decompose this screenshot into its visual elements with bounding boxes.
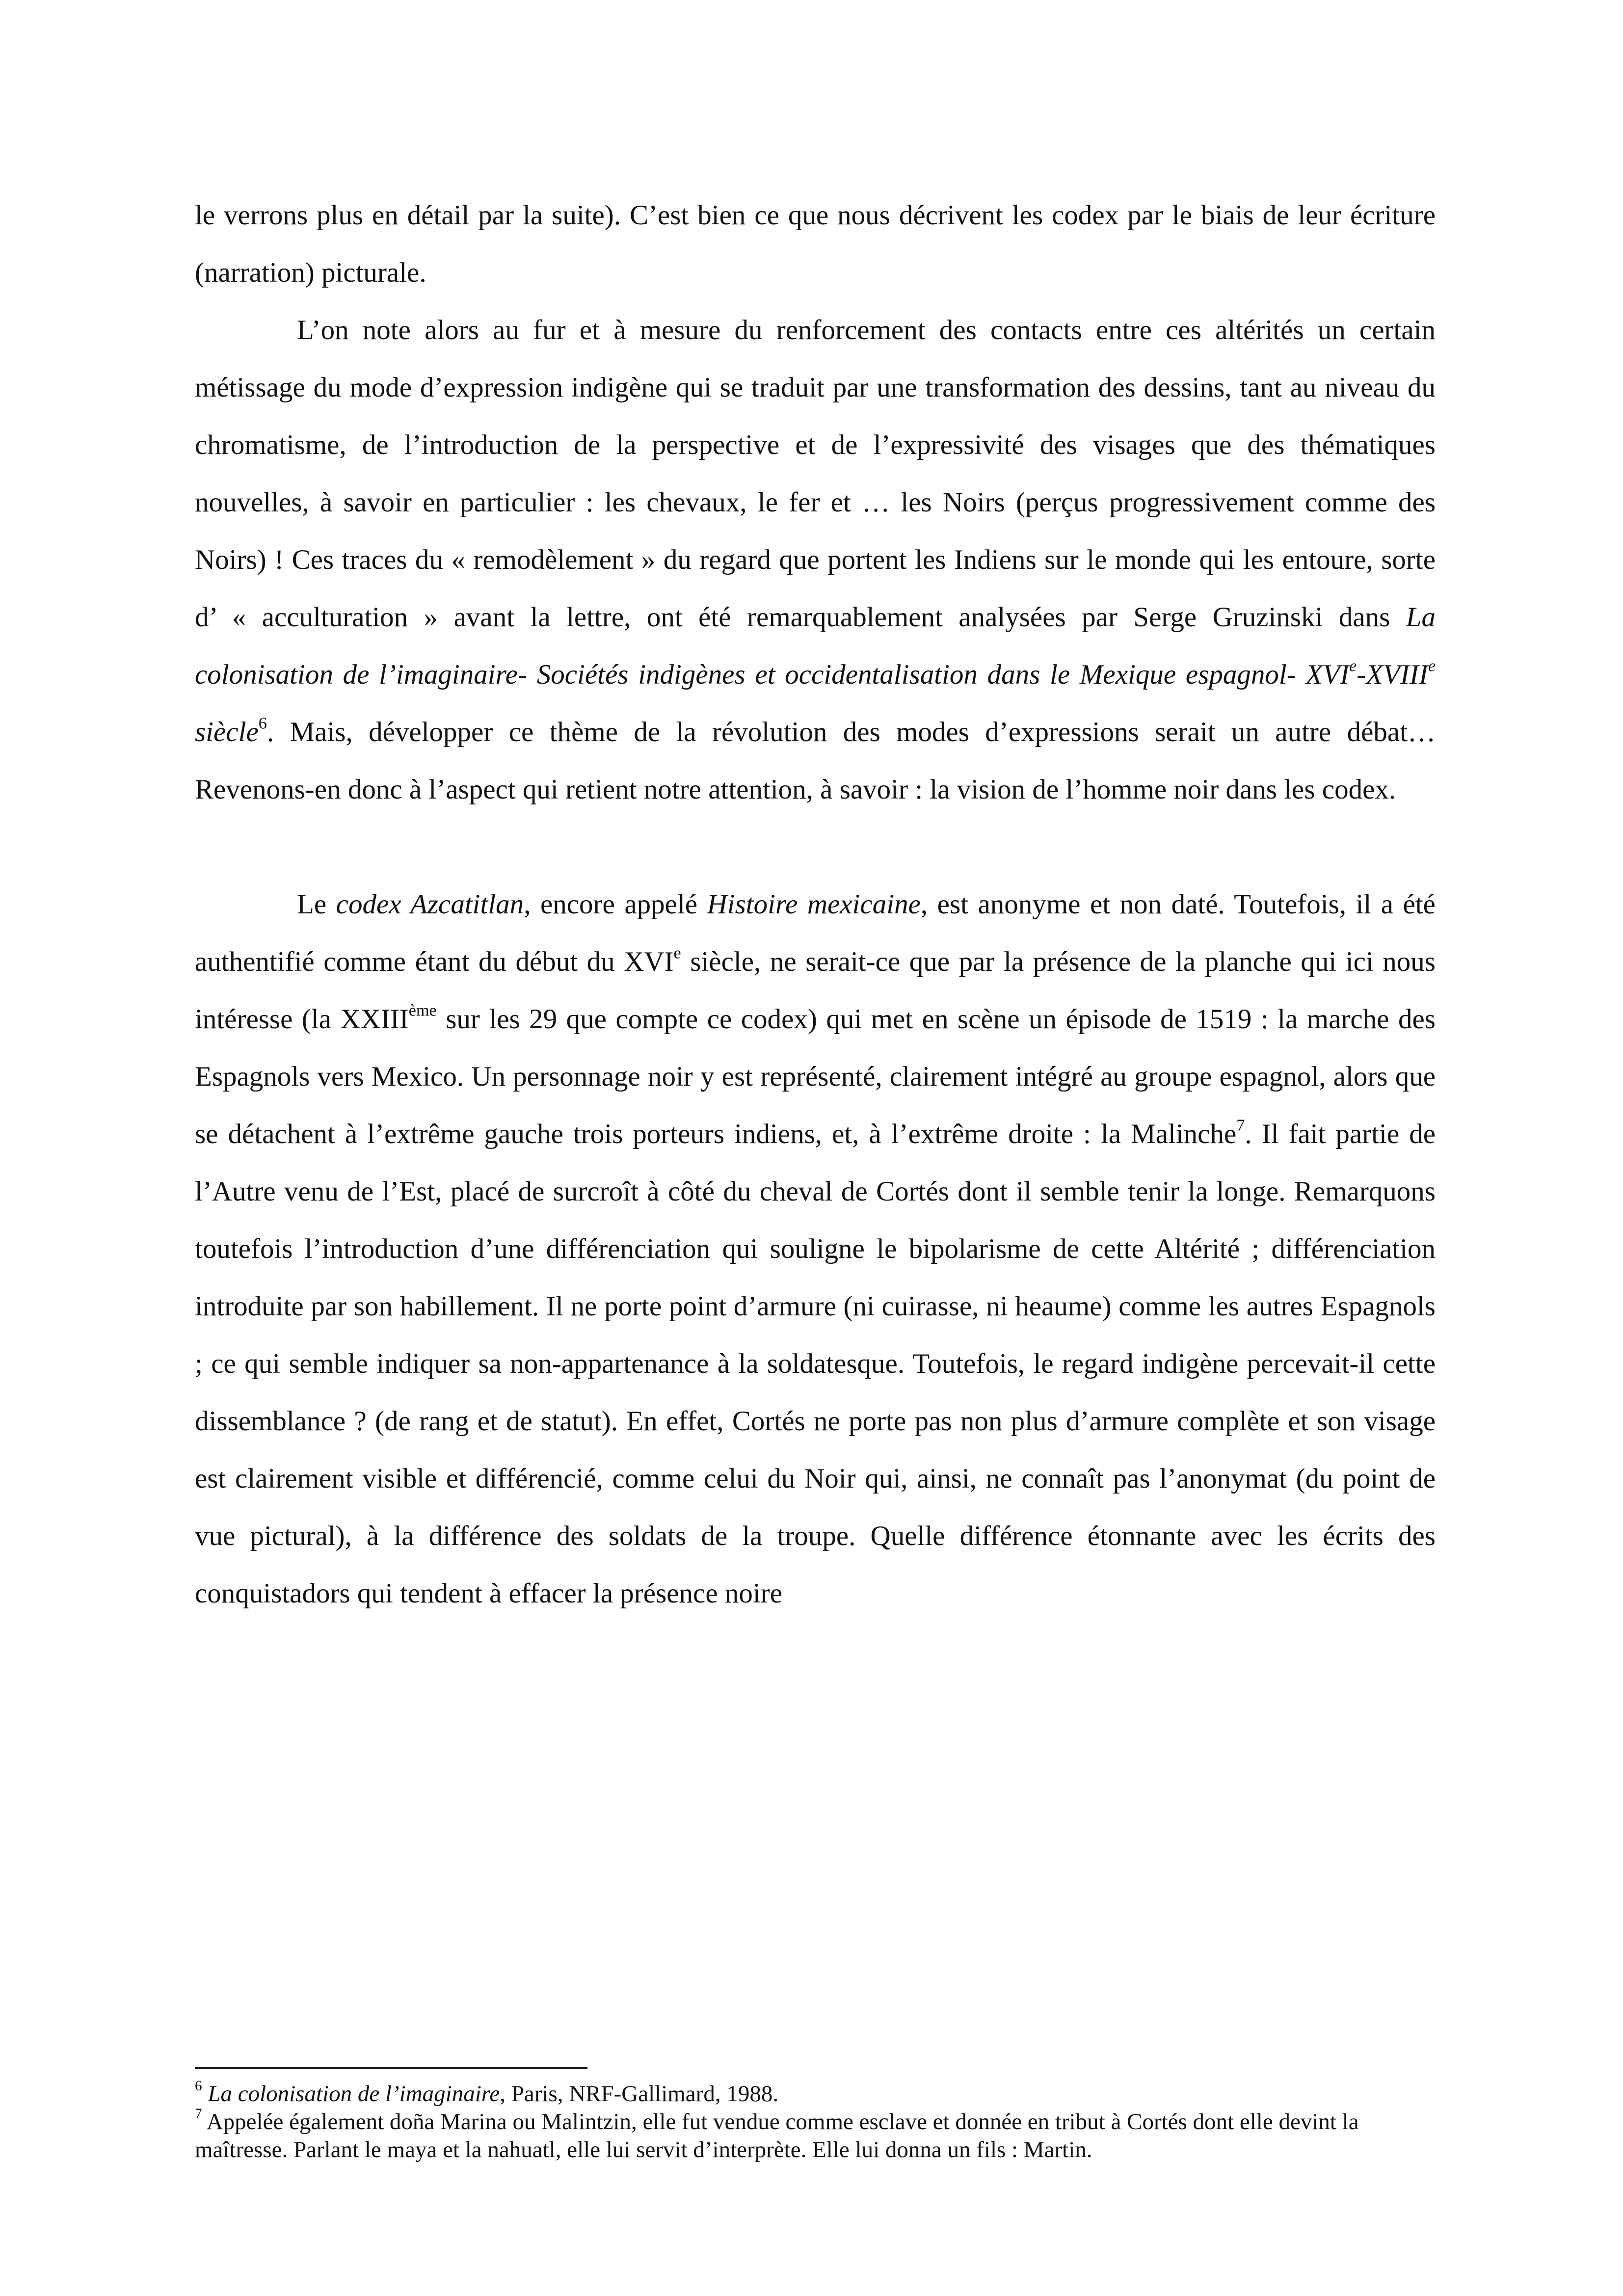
paragraph-gap [195,818,1436,876]
text-run: Appelée également doña Marina ou Malintzin, elle fut vendue comme esclave et donnée en tribut à Cortés dont elle devint la maîtresse. Parlant le maya et la nahuatl, elle lui servit d’interprète. Elle lui donna un fils : Martin. [195,2109,1359,2163]
italic-text: codex Azcatitlan [336,889,524,920]
italic-text: Histoire mexicaine [707,889,921,920]
text-run: , encore appelé [524,889,707,920]
superscript: e [673,944,681,962]
text-run: , est anonyme et non daté. Toutefois, il a été authentifié comme étant du début du XVI [195,889,1436,977]
paragraph-codex-azcatitlan [195,876,1436,1622]
superscript: e [1428,657,1436,675]
text-run: L’on note alors au fur et à mesure du renforcement des contacts entre ces altérités un certain métissage du mode d’expression indigène qui se traduit par une transformation des dessins, tant au niveau du chromatisme, de l’introduction de la perspective et de l’expressivité des visages que des thématiques nouvelles, à savoir en particulier : les chevaux, le fer et … les Noirs (perçus progressivement comme des Noirs) ! Ces traces du « remodèlement » du regard que portent les Indiens sur le monde qui les entoure, sorte d’ « acculturation » avant la lettre, ont été remarquablement analysées par Serge Gruzinski dans [195,315,1436,633]
footnotes [195,2080,1436,2164]
footnote-7 [195,2108,1436,2164]
footnote-number: 6 [195,2078,202,2094]
italic-text: La colonisation de l’imaginaire- Sociétés indigènes et occidentalisation dans le Mexique espagnol- XVI [195,602,1436,690]
text-run: . Il fait partie de l’Autre venu de l’Est, placé de surcroît à côté du cheval de Cortés dont il semble tenir la longe. Remarquons toutefois l’introduction d’une différenciation qui souligne le bipolarisme de cette Altérité ; différenciation introduite par son habillement. Il ne porte point d’armure (ni cuirasse, ni heaume) comme les autres Espagnols ; ce qui semble indiquer sa non-appartenance à la soldatesque. Toutefois, le regard indigène percevait-il cette dissemblance ? (de rang et de statut). En effet, Cortés ne porte pas non plus d’armure complète et son visage est clairement visible et différencié, comme celui du Noir qui, ainsi, ne connaît pas l’anonymat (du point de vue pictural), à la différence des soldats de la troupe. Quelle différence étonnante avec les écrits des conquistadors qui tendent à effacer la présence noire [195,1119,1436,1609]
text-run: , Paris, NRF-Gallimard, 1988. [500,2081,779,2107]
paragraph-continuation [195,187,1436,301]
superscript: 7 [1236,1116,1245,1135]
footnote-number: 7 [195,2106,202,2122]
italic-text: -XVIII [1357,659,1428,690]
superscript: e [1349,657,1357,675]
superscript: 6 [258,714,267,733]
footnote-separator [195,2067,587,2069]
text-run: . Mais, développer ce thème de la révolution des modes d’expressions serait un autre débat… Revenons-en donc à l’aspect qui retient notre attention, à savoir : la vision de l’homme noir dans les codex. [195,717,1436,805]
document-body [195,187,1436,1622]
text-run: sur les 29 que compte ce codex) qui met en scène un épisode de 1519 : la marche des Espagnols vers Mexico. Un personnage noir y est représenté, clairement intégré au groupe espagnol, alors que se détachent à l’extrême gauche trois porteurs indiens, et, à l’extrême droite : la Malinche [195,1004,1436,1149]
paragraph-metissage [195,301,1436,818]
italic-text: siècle [195,717,259,748]
text-run: siècle, ne serait-ce que par la présence de la planche qui ici nous intéresse (la XXIII [195,946,1436,1035]
italic-text: La colonisation de l’imaginaire [208,2081,500,2107]
text-run: Le [297,889,336,920]
footnote-6 [195,2080,1436,2108]
superscript: ème [408,1001,437,1020]
text-run: le verrons plus en détail par la suite). C’est bien ce que nous décrivent les codex par le biais de leur écriture (narration) picturale. [195,200,1436,288]
